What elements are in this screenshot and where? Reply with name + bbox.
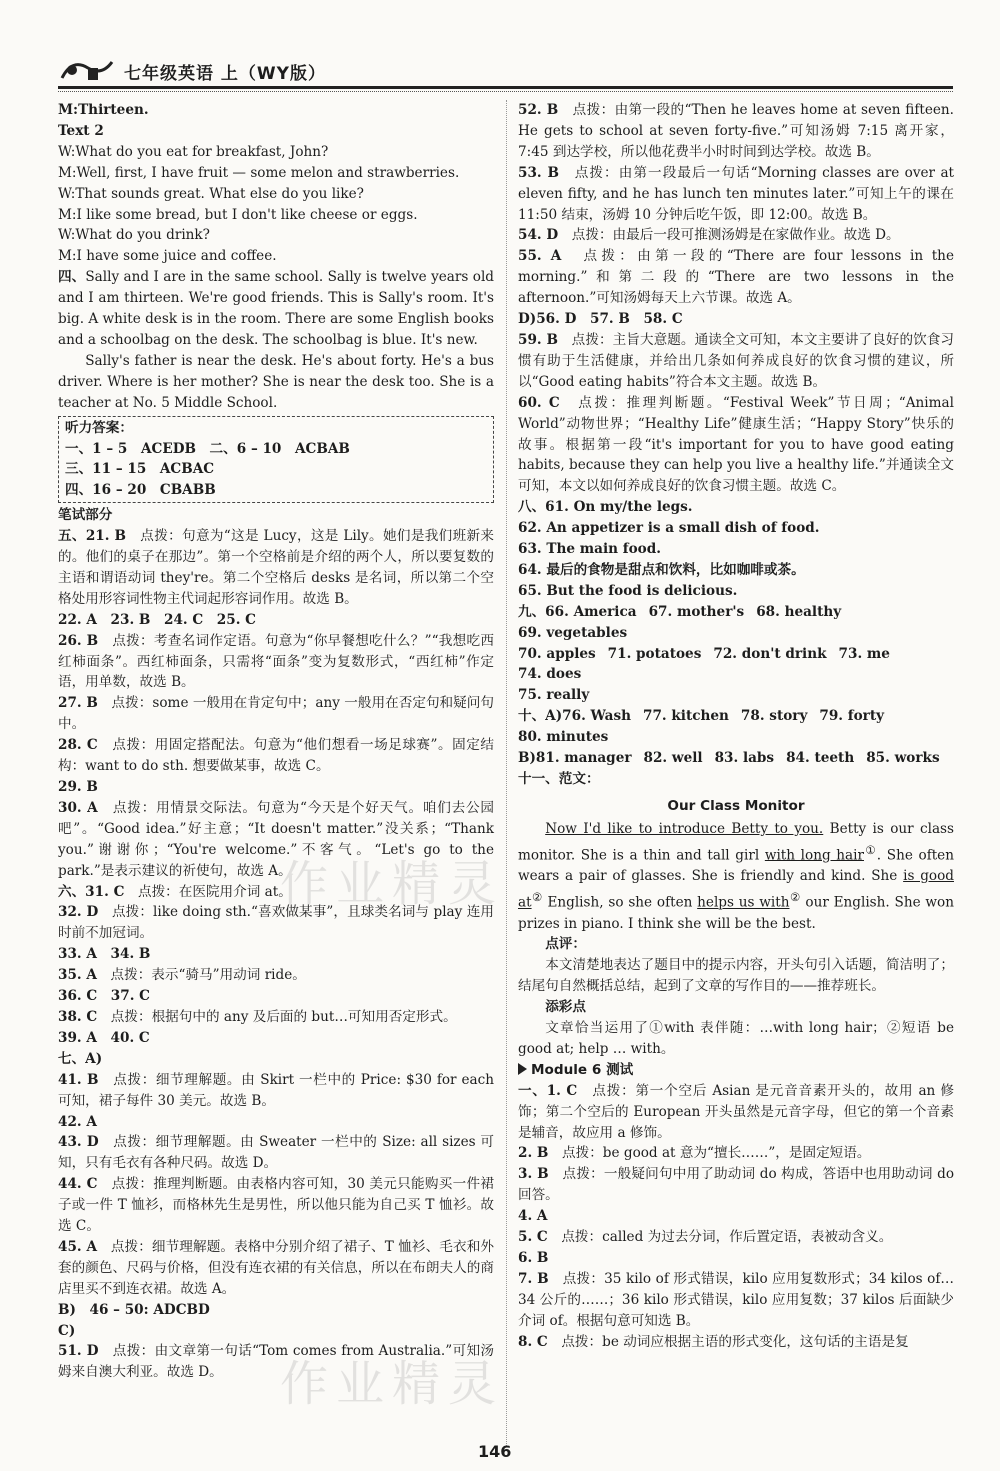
answer-number: 27. B (58, 695, 98, 712)
answer-number: 62. An appetizer is a small dish of food. (518, 520, 820, 537)
dialog-line: W:What do you drink? (58, 227, 210, 244)
answer-item (518, 393, 954, 498)
answer-item (518, 1143, 954, 1164)
dialog-block (58, 142, 494, 267)
answer-item (518, 330, 954, 393)
answer-explanation: 点拨：在医院用介词 at。 (137, 883, 292, 900)
answer-item (58, 777, 494, 798)
answer-explanation: 点拨：由文章第一句话“Tom comes from Australia.”可知汤姆来自澳大利亚。故选 D。 (58, 1343, 494, 1381)
section-ten-row (518, 706, 954, 748)
answer-number: 51. D (58, 1343, 99, 1360)
essay-marker: ① (864, 842, 877, 857)
answer-number: 26. B (58, 632, 99, 649)
answer-70: 70. apples (518, 645, 596, 662)
answer-number: 38. C (58, 1008, 98, 1025)
section-eleven-label: 十一、范文： (518, 771, 600, 787)
essay-marker: ② (789, 890, 801, 905)
answer-number: D)56. D 57. B 58. C (518, 311, 683, 328)
essay-phrase: helps us with (697, 894, 790, 911)
answer-75: 75. really (518, 687, 590, 704)
essay-sentence: our English. She won prizes in piano. I think she will be the best. (518, 894, 954, 932)
answer-item (58, 610, 494, 631)
answer-explanation: 点拨：用情景交际法。句意为“今天是个好天气。咱们去公园吧”。“Good idea.”好主意；“It doesn't matter.”没关系；“Thank you.”谢谢你；“You're welcome.”不客气。“Let's go to the park.”是表示建议的祈使句，故选 A。 (58, 799, 494, 879)
answer-item (58, 1300, 494, 1321)
answer-number: 39. A 40. C (58, 1029, 150, 1046)
answer-explanation: 点拨：句意为“这是 Lucy，这是 Lily。她们是我们班新来的。他们的桌子在那边”。第一个空格前是介绍的两个人，所以要复数的主语和谓语动词 they're。第二个空格后 desks 是名词，所以第二个空格处用形容词性物主代词起形容词作用。故选 B。 (58, 528, 494, 607)
answer-number: 28. C (58, 737, 98, 754)
answer-67: 67. mother's (648, 603, 745, 620)
answer-item (58, 944, 494, 965)
answer-item (518, 309, 954, 330)
answer-item (518, 246, 954, 309)
answer-number: B) 46 – 50: ADCBD (58, 1301, 210, 1318)
answer-number: 35. A (58, 967, 97, 984)
listening-answers-row: 四、16 – 20 CBABB (65, 482, 216, 499)
text2-heading: Text 2 (58, 122, 104, 139)
dialog-line: M:Well, first, I have fruit — some melon and strawberries. (58, 164, 460, 181)
answer-82: 82. well (643, 750, 703, 767)
answer-number: 43. D (58, 1134, 99, 1151)
essay-sentence: . She often wears a pair of glasses. She is friendly and kind. She (518, 847, 954, 885)
page-number: 146 (478, 1442, 512, 1461)
answer-number: 6. B (518, 1250, 549, 1266)
written-section-title: 笔试部分 (58, 507, 113, 524)
module-title: Module 6 测试 (531, 1061, 634, 1078)
answer-number: 3. B (518, 1166, 549, 1183)
section-nine-row-2 (518, 644, 954, 686)
answer-number: 52. B (518, 102, 559, 118)
answer-number: 44. C (58, 1176, 98, 1193)
answer-number: C) (58, 1322, 76, 1339)
answer-84: 84. teeth (786, 750, 855, 767)
answer-item (518, 1332, 954, 1353)
watermark: 作业精灵 (280, 856, 505, 912)
dialog-line: M:I have some juice and coffee. (58, 248, 277, 265)
answer-74: 74. does (518, 666, 582, 683)
answer-number: 53. B (518, 164, 559, 181)
header-rule (58, 86, 953, 89)
dialog-line: M:Thirteen. (58, 102, 149, 118)
answer-number: 33. A 34. B (58, 946, 151, 963)
answer-explanation: 点拨：根据句中的 any 及后面的 but…可知用否定形式。 (110, 1008, 457, 1025)
right-answer-list (518, 100, 954, 602)
answer-number: 64. 最后的食物是甜点和饮料，比如咖啡或茶。 (518, 561, 805, 578)
answer-73: 73. me (838, 645, 890, 662)
essay-sentence: Now I'd like to introduce Betty to you. (545, 820, 824, 837)
section-four-label: 四、 (58, 269, 86, 286)
header-rule-dotted (58, 91, 953, 92)
section-ten-row-2 (518, 748, 954, 769)
listening-answers-title: 听力答案： (65, 419, 133, 436)
answer-item (518, 1248, 954, 1269)
answer-76: 十、A)76. Wash (518, 708, 631, 725)
answer-number: 5. C (518, 1229, 548, 1246)
highlight-title: 添彩点 (545, 999, 586, 1016)
answer-item (518, 1081, 954, 1144)
answer-item (58, 1112, 494, 1133)
answer-80: 80. minutes (518, 729, 609, 746)
answer-68: 68. healthy (756, 603, 842, 620)
answer-number: 六、31. C (58, 883, 125, 900)
answer-item (58, 1049, 494, 1070)
answer-explanation: 点拨：推理判断题。由表格内容可知，30 美元只能购买一件裙子或一件 T 恤衫，而格林先生是男性，所以他只能为自己买 T 恤衫。故选 C。 (58, 1176, 494, 1235)
answer-69: 69. vegetables (518, 624, 628, 641)
essay-phrase: is good at (518, 868, 954, 911)
answer-item (518, 581, 954, 602)
right-column (518, 100, 954, 1353)
answer-explanation: 点拨：用固定搭配法。句意为“他们想看一场足球赛”。固定结构：want to do sth. 想要做某事，故选 C。 (58, 737, 494, 775)
answer-number: 五、21. B (58, 528, 127, 545)
answer-explanation: 点拨：35 kilo of 形式错误，kilo 应用复数形式；34 kilos of…34 公斤的……；36 kilo 形式错误，kilo 应用复数；37 kilos 后面缺少介词 of。根据句意可知选 B。 (518, 1270, 954, 1329)
answer-number: 2. B (518, 1145, 549, 1162)
answer-explanation: 点拨：like doing sth.“喜欢做某事”，且球类名词与 play 连用时前不加冠词。 (58, 904, 494, 942)
essay-body (518, 819, 954, 935)
answer-explanation: 点拨：be 动词应根据主语的形式变化，这句话的主语是复 (561, 1333, 909, 1350)
answer-78: 78. story (740, 708, 808, 725)
section-four-p2: Sally's father is near the desk. He's about forty. He's a bus driver. Where is her mother? She is near the desk too. She is a teacher at No. 5 Middle School. (58, 352, 494, 411)
essay-title: Our Class Monitor (667, 797, 805, 814)
answer-83: 83. labs (714, 750, 775, 767)
answer-item (58, 965, 494, 986)
answer-number: 7. B (518, 1270, 549, 1287)
answer-number: 59. B (518, 331, 558, 348)
answer-number: 65. But the food is delicious. (518, 582, 738, 599)
section-four-p1 (58, 267, 494, 351)
answer-explanation: 点拨：be good at 意为“擅长……”，是固定短语。 (562, 1145, 871, 1162)
review-title: 点评： (545, 936, 586, 953)
answer-item (58, 1237, 494, 1300)
answer-explanation: 点拨：第一个空后 Asian 是元音音素开头的，故用 an 修饰；第二个空后的 European 开头虽然是元音字母，但它的第一个音素是辅音，故应用 a 修饰。 (518, 1082, 954, 1141)
column-divider (506, 100, 507, 1446)
answer-item (518, 1227, 954, 1248)
answer-explanation: 点拨：由第一段的“Then he leaves home at seven fifteen. He gets to school at seven forty-five.”可知汤姆 7:15 离开家，7:45 到达学校，所以他花费半小时时间到达学校。故选 B。 (518, 102, 954, 160)
answer-explanation: 点拨：主旨大意题。通读全文可知，本文主要讲了良好的饮食习惯有助于生活健康，并给出几条如何养成良好的饮食习惯的建议，所以“Good eating habits”符合本文主题。故选 B。 (518, 331, 955, 390)
answer-explanation: 点拨：由最后一段可推测汤姆是在家做作业。故选 D。 (571, 227, 900, 244)
answer-item (518, 1269, 954, 1332)
answer-number: 4. A (518, 1208, 548, 1225)
answer-81: B)81. manager (518, 750, 632, 767)
answer-number: 22. A 23. B 24. C 25. C (58, 611, 256, 628)
answer-number: 30. A (58, 799, 98, 816)
answer-item (518, 497, 954, 518)
answer-explanation: 点拨：表示“骑马”用动词 ride。 (110, 967, 306, 984)
answer-number: 8. C (518, 1333, 548, 1350)
answer-item (58, 1174, 494, 1237)
answer-explanation: 点拨：一般疑问句中用了助动词 do 构成，答语中也用助动词 do 回答。 (518, 1166, 955, 1204)
book-logo-icon (58, 56, 116, 84)
answer-item (58, 1028, 494, 1049)
answer-72: 72. don't drink (713, 645, 827, 662)
listening-answers-box (58, 416, 494, 504)
dialog-line: W:That sounds great. What else do you like? (58, 185, 364, 202)
answer-explanation: 点拨：细节理解题。表格中分别介绍了裙子、T 恤衫、毛衣和外套的颜色、尺码与价格，但没有连衣裙的有关信息，所以在布朗夫人的商店里买不到连衣裙。故选 A。 (58, 1238, 494, 1297)
watermark: 作业精灵 (280, 1356, 505, 1412)
book-title: 七年级英语 上（WY版） (124, 64, 326, 84)
answer-item (518, 163, 954, 226)
essay-sentence: English, so she often (542, 894, 698, 911)
listening-answers-row: 一、1 – 5 ACEDB 二、6 – 10 ACBAB (65, 440, 350, 457)
essay-sentence: Betty is our class monitor. She is a thin and tall girl (518, 820, 954, 864)
answer-item (518, 560, 954, 581)
answer-number: 63. The main food. (518, 541, 661, 558)
essay-marker: ② (531, 890, 543, 905)
answer-number: 一、1. C (518, 1082, 578, 1099)
answer-number: 32. D (58, 904, 99, 921)
answer-number: 八、61. On my/the legs. (518, 499, 693, 516)
answer-item (58, 631, 494, 694)
section-four-text: Sally and I are in the same school. Sally is twelve years old and I am thirteen. We're good friends. This is Sally's room. It's big. A white desk is in the room. There are some English books and a schoolbag on the desk. The schoolbag is blue. It's new. (58, 269, 494, 348)
essay-phrase: with long hair (764, 847, 864, 864)
answer-item (58, 1070, 494, 1112)
answer-item (58, 526, 494, 610)
answer-number: 54. D (518, 227, 559, 244)
answer-item (58, 693, 494, 735)
answer-item (58, 1132, 494, 1174)
highlight-text: 文章恰当运用了①with 表伴随：…with long hair；②短语 be good at; help … with。 (518, 1020, 954, 1057)
left-column (58, 100, 494, 1383)
answer-item (518, 100, 954, 163)
review-text: 本文清楚地表达了题目中的提示内容，开头句引入话题，简洁明了；结尾句自然概括总结，起到了文章的写作目的——推荐班长。 (518, 957, 954, 995)
answer-item (58, 1007, 494, 1028)
answer-79: 79. forty (819, 708, 885, 725)
answer-85: 85. works (866, 750, 940, 767)
left-answer-list (58, 526, 494, 1383)
answer-number: 55. A (518, 248, 562, 265)
section-nine-row (518, 602, 954, 644)
answer-number: 60. C (518, 394, 560, 411)
answer-explanation: 点拨：推理判断题。“Festival Week”节日周；“Animal World”动物世界；“Healthy Life”健康生活；“Happy Story”快乐的故事。根据第一段“it's important for you to have good eating habits, because they can help you live a healthy life.”并通读全文可知，本文以如何养成良好的饮食习惯主题。故选 C。 (518, 394, 954, 495)
answer-explanation: 点拨：细节理解题。由 Sweater 一栏中的 Size: all sizes 可知，只有毛衣有各种尺码。故选 D。 (58, 1134, 495, 1172)
module-answer-list (518, 1081, 954, 1353)
answer-number: 45. A (58, 1238, 98, 1255)
triangle-icon (518, 1063, 527, 1075)
answer-number: 七、A) (58, 1050, 103, 1067)
answer-item (518, 518, 954, 539)
module-heading (518, 1060, 954, 1081)
answer-number: 42. A (58, 1113, 97, 1130)
answer-number: 41. B (58, 1071, 99, 1088)
answer-item (58, 986, 494, 1007)
answer-explanation: 点拨：some 一般用在肯定句中；any 一般用在否定句和疑问句中。 (58, 695, 495, 733)
answer-explanation: 点拨：由第一段的“There are four lessons in the morning.”和第二段的“There are two lessons in the afternoon.”可知汤姆每天上六节课。故选 A。 (518, 248, 954, 307)
answer-item (518, 225, 954, 246)
answer-66: 九、66. America (518, 603, 637, 620)
answer-item (518, 1164, 954, 1206)
answer-number: 29. B (58, 779, 98, 795)
answer-77: 77. kitchen (642, 708, 729, 725)
answer-item (58, 1321, 494, 1342)
answer-explanation: 点拨：细节理解题。由 Skirt 一栏中的 Price: $30 for each 可知，裙子每件 30 美元。故选 B。 (58, 1071, 494, 1109)
answer-explanation: 点拨：called 为过去分词，作后置定语，表被动含义。 (561, 1229, 893, 1246)
answer-explanation: 点拨：考查名词作定语。句意为“你早餐想吃什么？”“我想吃西红柿面条”。西红柿面条，只需将“面条”变为复数形式，“西红柿”作定语，用单数，故选 B。 (58, 632, 495, 691)
dialog-line: M:I like some bread, but I don't like cheese or eggs. (58, 206, 418, 223)
dialog-line: W:What do you eat for breakfast, John? (58, 143, 329, 160)
page-header (58, 56, 953, 86)
answer-item (58, 735, 494, 777)
listening-answers-row: 三、11 – 15 ACBAC (65, 461, 215, 478)
answer-item (518, 539, 954, 560)
answer-item (518, 1206, 954, 1227)
answer-71: 71. potatoes (607, 645, 702, 662)
answer-number: 36. C 37. C (58, 988, 150, 1005)
answer-explanation: 点拨：由第一段最后一句话“Morning classes are over at eleven fifty, and he has lunch ten minutes later.”可知上午的课在 11:50 结束，汤姆 10 分钟后吃午饭，即 12:00。故选 B。 (518, 164, 955, 223)
